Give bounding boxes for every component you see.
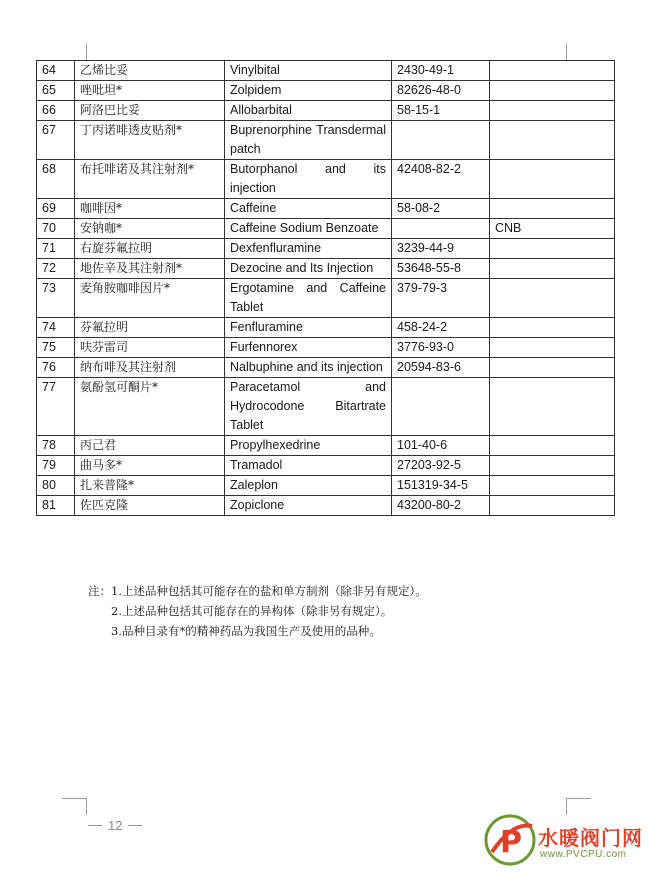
chinese-name: 阿洛巴比妥 (75, 101, 225, 121)
row-number: 77 (37, 378, 75, 436)
table-row (37, 378, 615, 436)
row-number: 66 (37, 101, 75, 121)
cas-number: 42408-82-2 (392, 160, 490, 199)
chinese-name: 芬氟拉明 (75, 318, 225, 338)
chinese-name: 乙烯比妥 (75, 61, 225, 81)
english-name: Caffeine (225, 199, 392, 219)
watermark-logo-icon (482, 812, 538, 867)
table-row (37, 101, 615, 121)
remark (490, 436, 615, 456)
crop-mark-bottom-left (62, 798, 87, 815)
chinese-name: 唑吡坦* (75, 81, 225, 101)
row-number: 70 (37, 219, 75, 239)
chinese-name: 氨酚氢可酮片* (75, 378, 225, 436)
table-row (37, 239, 615, 259)
english-name: Propylhexedrine (225, 436, 392, 456)
table-row (37, 259, 615, 279)
row-number: 81 (37, 496, 75, 516)
row-number: 80 (37, 476, 75, 496)
footnote-1: 注：1.上述品种包括其可能存在的盐和单方制剂（除非另有规定）。 (88, 584, 427, 598)
table-row (37, 219, 615, 239)
row-number: 71 (37, 239, 75, 259)
remark (490, 496, 615, 516)
cas-number (392, 219, 490, 239)
remark (490, 61, 615, 81)
english-name: Vinylbital (225, 61, 392, 81)
chinese-name: 呋芬雷司 (75, 338, 225, 358)
english-name: Tramadol (225, 456, 392, 476)
cas-number: 27203-92-5 (392, 456, 490, 476)
cas-number: 101-40-6 (392, 436, 490, 456)
row-number: 65 (37, 81, 75, 101)
chinese-name: 麦角胺咖啡因片* (75, 279, 225, 318)
table-row (37, 61, 615, 81)
english-name: Allobarbital (225, 101, 392, 121)
remark: CNB (490, 219, 615, 239)
table-row (37, 456, 615, 476)
chinese-name: 丙己君 (75, 436, 225, 456)
row-number: 76 (37, 358, 75, 378)
cas-number: 3776-93-0 (392, 338, 490, 358)
table-row (37, 81, 615, 101)
footnotes (88, 581, 608, 641)
cas-number: 151319-34-5 (392, 476, 490, 496)
cas-number: 58-08-2 (392, 199, 490, 219)
watermark-url: www.PVCPU.com (540, 849, 627, 860)
cas-number: 53648-55-8 (392, 259, 490, 279)
cas-number: 458-24-2 (392, 318, 490, 338)
page-number (88, 818, 148, 833)
remark (490, 121, 615, 160)
remark (490, 199, 615, 219)
english-name: Dezocine and Its Injection (225, 259, 392, 279)
watermark-logo-letter: P (500, 825, 522, 860)
chinese-name: 曲马多* (75, 456, 225, 476)
row-number: 79 (37, 456, 75, 476)
page-number-text: 12 (108, 818, 123, 833)
row-number: 72 (37, 259, 75, 279)
remark (490, 378, 615, 436)
footnote-3: 3.品种目录有*的精神药品为我国生产及使用的品种。 (111, 624, 381, 638)
remark (490, 160, 615, 199)
table-row (37, 436, 615, 456)
remark (490, 259, 615, 279)
footnote-prefix: 注： (88, 584, 111, 598)
remark (490, 456, 615, 476)
table-row (37, 121, 615, 160)
chinese-name: 安钠咖* (75, 219, 225, 239)
row-number: 68 (37, 160, 75, 199)
english-name: Ergotamine and Caffeine Tablet (225, 279, 392, 318)
row-number: 74 (37, 318, 75, 338)
english-name: Fenfluramine (225, 318, 392, 338)
english-name: Furfennorex (225, 338, 392, 358)
table-row (37, 476, 615, 496)
cas-number: 2430-49-1 (392, 61, 490, 81)
remark (490, 338, 615, 358)
cas-number: 3239-44-9 (392, 239, 490, 259)
chinese-name: 佐匹克隆 (75, 496, 225, 516)
cas-number: 58-15-1 (392, 101, 490, 121)
watermark (482, 812, 650, 867)
cas-number: 20594-83-6 (392, 358, 490, 378)
remark (490, 101, 615, 121)
table-row (37, 160, 615, 199)
remark (490, 476, 615, 496)
dash-left (88, 825, 102, 826)
table-row (37, 279, 615, 318)
table-row (37, 358, 615, 378)
chinese-name: 纳布啡及其注射剂 (75, 358, 225, 378)
drug-list-table (36, 60, 615, 516)
chinese-name: 丁丙诺啡透皮贴剂* (75, 121, 225, 160)
row-number: 73 (37, 279, 75, 318)
chinese-name: 地佐辛及其注射剂* (75, 259, 225, 279)
footnote-2: 2.上述品种包括其可能存在的异构体（除非另有规定）。 (111, 604, 393, 618)
english-name: Butorphanol and its injection (225, 160, 392, 199)
table-row (37, 199, 615, 219)
english-name: Zolpidem (225, 81, 392, 101)
watermark-text: 水暖阀门网 (538, 826, 643, 850)
remark (490, 318, 615, 338)
row-number: 78 (37, 436, 75, 456)
row-number: 69 (37, 199, 75, 219)
chinese-name: 右旋芬氟拉明 (75, 239, 225, 259)
remark (490, 279, 615, 318)
table-row (37, 496, 615, 516)
crop-mark-top-left (62, 44, 87, 61)
row-number: 67 (37, 121, 75, 160)
english-name: Caffeine Sodium Benzoate (225, 219, 392, 239)
english-name: Zaleplon (225, 476, 392, 496)
table-row (37, 338, 615, 358)
english-name: Dexfenfluramine (225, 239, 392, 259)
english-name: Zopiclone (225, 496, 392, 516)
crop-mark-top-right (566, 44, 591, 61)
remark (490, 358, 615, 378)
chinese-name: 布托啡诺及其注射剂* (75, 160, 225, 199)
cas-number: 82626-48-0 (392, 81, 490, 101)
cas-number (392, 121, 490, 160)
row-number: 64 (37, 61, 75, 81)
english-name: Paracetamol and Hydrocodone Bitartrate Tablet (225, 378, 392, 436)
cas-number (392, 378, 490, 436)
cas-number: 379-79-3 (392, 279, 490, 318)
remark (490, 239, 615, 259)
cas-number: 43200-80-2 (392, 496, 490, 516)
english-name: Nalbuphine and its injection (225, 358, 392, 378)
row-number: 75 (37, 338, 75, 358)
table-row (37, 318, 615, 338)
english-name: Buprenorphine Transdermal patch (225, 121, 392, 160)
remark (490, 81, 615, 101)
chinese-name: 扎来普隆* (75, 476, 225, 496)
chinese-name: 咖啡因* (75, 199, 225, 219)
dash-right (128, 825, 142, 826)
